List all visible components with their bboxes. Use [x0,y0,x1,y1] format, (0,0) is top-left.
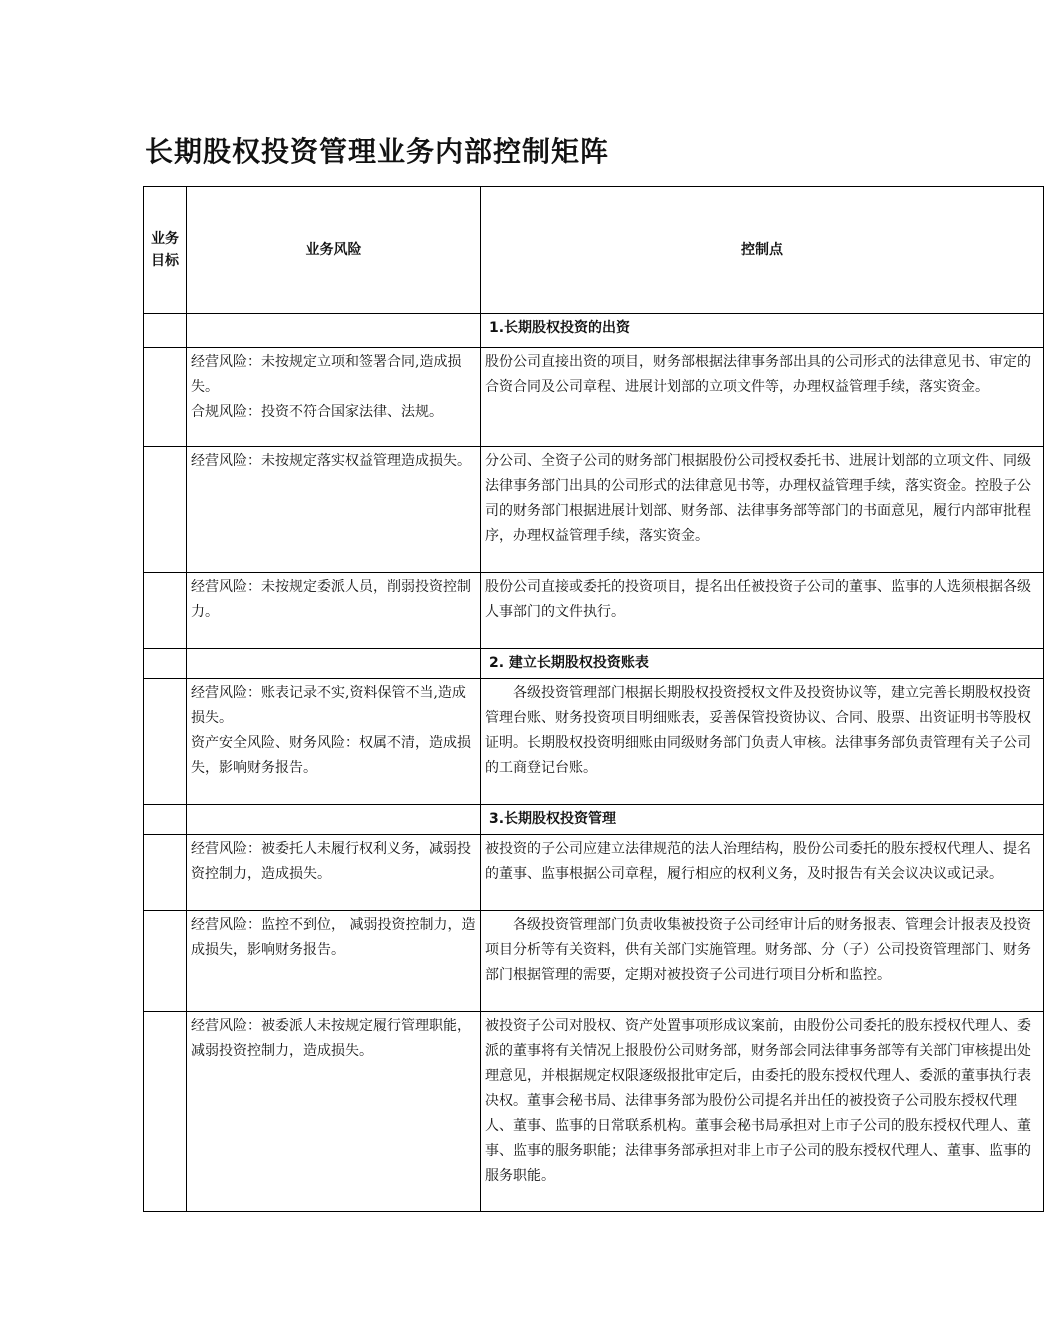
header-business-target: 业务 目标 [144,187,187,314]
risk-cell [187,447,481,573]
header-business-risk: 业务风险 [187,187,481,314]
table-row [144,573,1044,649]
section-target-cell [144,649,187,679]
control-text: 股份公司直接或委托的投资项目，提名出任被投资子公司的董事、监事的人选须根据各级人事部门的文件执行。 [485,579,1031,620]
section-target-cell [144,314,187,348]
document-title: 长期股权投资管理业务内部控制矩阵 [145,135,610,168]
table-row [144,447,1044,573]
target-cell [144,835,187,911]
control-matrix-container [143,186,1031,1216]
control-matrix-table [143,186,1044,1212]
section-row [144,649,1044,679]
table-row [144,835,1044,911]
section-risk-cell [187,805,481,835]
section-heading: 2. 建立长期股权投资账表 [481,649,1044,679]
target-cell [144,573,187,649]
risk-text: 经营风险：监控不到位， 减弱投资控制力，造成损失，影响财务报告。 [191,917,476,958]
header-control-point: 控制点 [481,187,1044,314]
risk-cell [187,835,481,911]
risk-text: 经营风险：账表记录不实,资料保管不当,造成损失。 [191,685,466,726]
table-row [144,1012,1044,1212]
section-row [144,314,1044,348]
control-cell [481,447,1044,573]
risk-text: 经营风险：被委托人未履行权利义务，减弱投资控制力，造成损失。 [191,841,471,882]
section-row [144,805,1044,835]
target-cell [144,348,187,447]
control-cell [481,911,1044,1012]
target-cell [144,1012,187,1212]
risk-text: 资产安全风险、财务风险：权属不清，造成损失，影响财务报告。 [191,735,471,776]
table-row [144,911,1044,1012]
control-text: 被投资的子公司应建立法律规范的法人治理结构，股份公司委托的股东授权代理人、提名的董事、监事根据公司章程，履行相应的权利义务，及时报告有关会议决议或记录。 [485,841,1031,882]
table-row [144,679,1044,805]
risk-text: 合规风险：投资不符合国家法律、法规。 [191,404,443,420]
risk-text: 经营风险：被委派人未按规定履行管理职能，减弱投资控制力，造成损失。 [191,1018,471,1059]
risk-cell [187,348,481,447]
control-cell [481,679,1044,805]
target-cell [144,447,187,573]
target-cell [144,679,187,805]
table-row [144,348,1044,447]
control-cell [481,573,1044,649]
risk-cell [187,573,481,649]
control-text: 各级投资管理部门负责收集被投资子公司经审计后的财务报表、管理会计报表及投资项目分析等有关资料，供有关部门实施管理。财务部、分（子）公司投资管理部门、财务部门根据管理的需要，定期对被投资子公司进行项目分析和监控。 [485,917,1031,983]
control-text: 各级投资管理部门根据长期股权投资授权文件及投资协议等，建立完善长期股权投资管理台账、财务投资项目明细账表，妥善保管投资协议、合同、股票、出资证明书等股权证明。长期股权投资明细账由同级财务部门负责人审核。法律事务部负责管理有关子公司的工商登记台账。 [485,685,1031,776]
control-text: 分公司、全资子公司的财务部门根据股份公司授权委托书、进展计划部的立项文件、同级法律事务部门出具的公司形式的法律意见书等，办理权益管理手续，落实资金。控股子公司的财务部门根据进展计划部、财务部、法律事务部等部门的书面意见，履行内部审批程序，办理权益管理手续，落实资金。 [485,453,1031,544]
risk-text: 经营风险：未按规定委派人员，削弱投资控制力。 [191,579,471,620]
section-heading: 3.长期股权投资管理 [481,805,1044,835]
control-text: 股份公司直接出资的项目，财务部根据法律事务部出具的公司形式的法律意见书、审定的合资合同及公司章程、进展计划部的立项文件等，办理权益管理手续，落实资金。 [485,354,1031,395]
control-cell [481,348,1044,447]
risk-text: 经营风险：未按规定立项和签署合同,造成损失。 [191,354,462,395]
section-risk-cell [187,649,481,679]
risk-cell [187,679,481,805]
risk-cell [187,1012,481,1212]
risk-cell [187,911,481,1012]
section-heading: 1.长期股权投资的出资 [481,314,1044,348]
section-target-cell [144,805,187,835]
target-cell [144,911,187,1012]
control-text: 被投资子公司对股权、资产处置事项形成议案前，由股份公司委托的股东授权代理人、委派的董事将有关情况上报股份公司财务部，财务部会同法律事务部等有关部门审核提出处理意见，并根据规定权限逐级报批审定后，由委托的股东授权代理人、委派的董事执行表决权。董事会秘书局、法律事务部为股份公司提名并出任的被投资子公司股东授权代理人、董事、监事的日常联系机构。董事会秘书局承担对上市子公司的股东授权代理人、董事、监事的服务职能；法律事务部承担对非上市子公司的股东授权代理人、董事、监事的服务职能。 [485,1018,1031,1184]
control-cell [481,1012,1044,1212]
section-risk-cell [187,314,481,348]
header-row [144,187,1044,314]
control-cell [481,835,1044,911]
risk-text: 经营风险：未按规定落实权益管理造成损失。 [191,453,471,469]
